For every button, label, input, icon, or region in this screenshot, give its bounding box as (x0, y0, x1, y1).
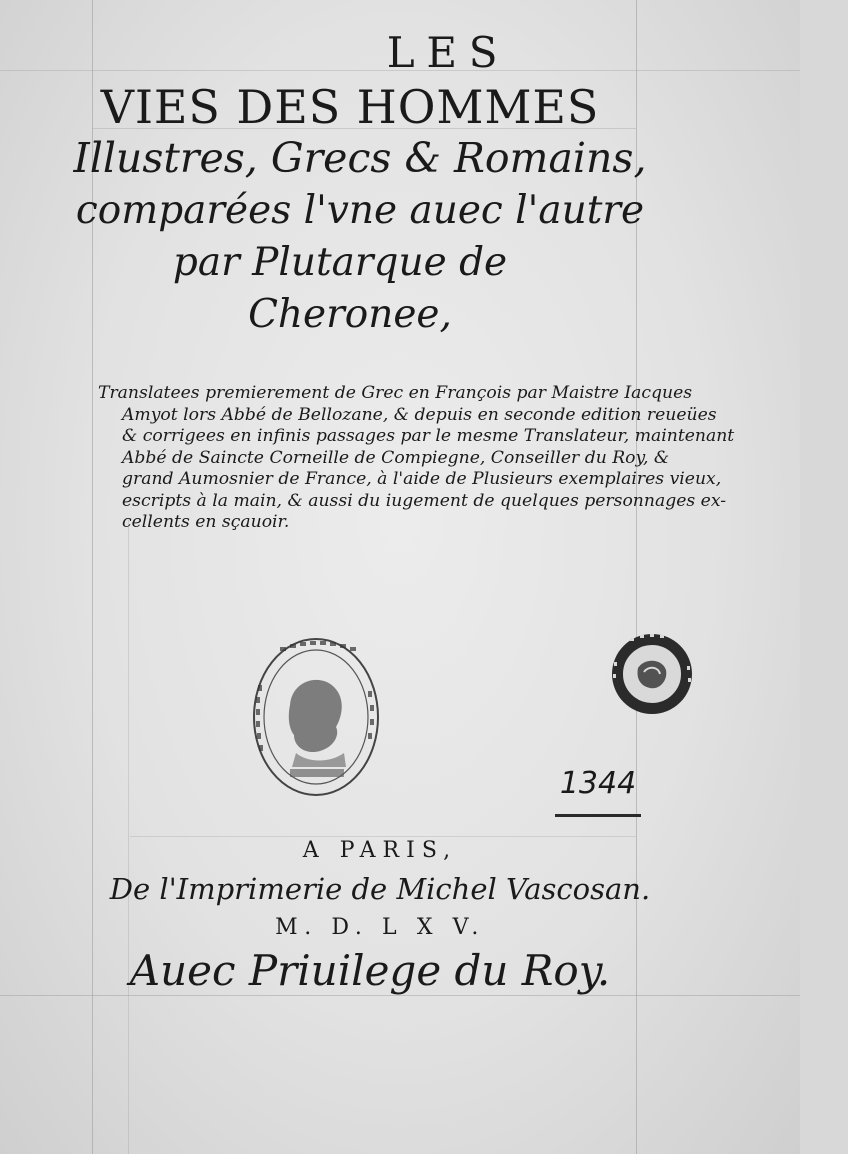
library-oval-stamp-icon (250, 635, 382, 800)
shelfmark-number: 1344 (555, 762, 641, 817)
title-line-plutarque: par Plutarque de (172, 240, 508, 285)
margin-rule-left-inner (128, 520, 129, 1154)
rule-imprint (130, 836, 636, 837)
title-line-comparees: comparées l'vne auec l'autre (75, 188, 645, 233)
note-line: grand Aumosnier de France, à l'aide de Plusieurs exemplaires vieux, (122, 469, 722, 489)
note-line: Amyot lors Abbé de Bellozane, & depuis en seconde edition reueües (122, 404, 717, 425)
imprint-privilege: Auec Priuilege du Roy. (129, 946, 611, 995)
note-line: Abbé de Saincte Corneille de Compiegne, Conseiller du Roy, & (122, 447, 670, 468)
rule-bottom (0, 995, 800, 996)
imprint-year: M. D. L X V. (275, 915, 485, 940)
translation-note (98, 383, 735, 534)
note-line: & corrigees en infinis passages par le mesme Translateur, maintenant (122, 426, 735, 446)
title-line-les: LES (386, 28, 510, 77)
round-ink-stamp-icon (610, 632, 694, 716)
imprint-printer: De l'Imprimerie de Michel Vascosan. (109, 872, 651, 906)
imprint-city: A PARIS, (302, 838, 458, 863)
title-line-illustres: Illustres, Grecs & Romains, (73, 134, 647, 182)
note-line: Translatees premierement de Grec en François par Maistre Iacques (98, 383, 693, 403)
title-line-cheronee: Cheronee, (248, 292, 452, 337)
note-line: escripts à la main, & aussi du iugement de quelques personnages ex- (122, 490, 727, 511)
note-line: cellents en sçauoir. (122, 512, 290, 532)
title-line-vies: VIES DES HOMMES (100, 80, 600, 134)
